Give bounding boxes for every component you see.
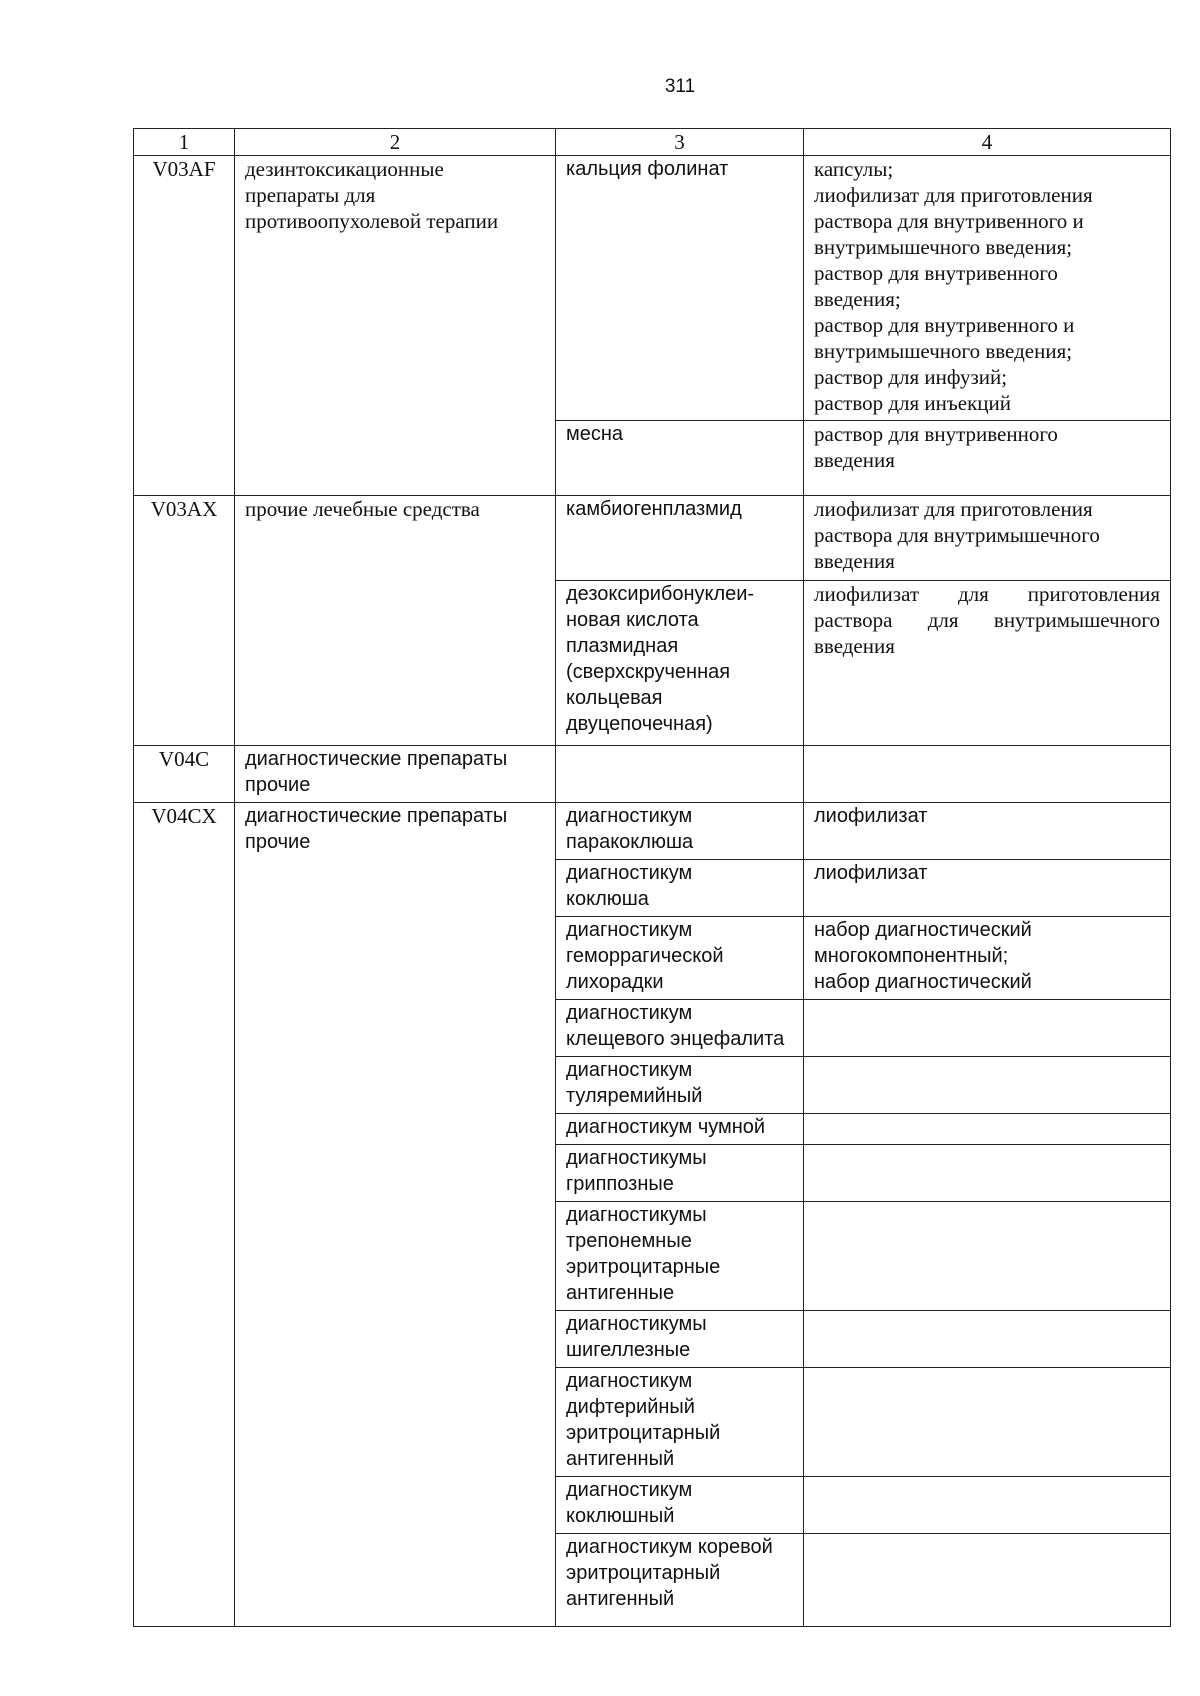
drug-name-cell: диагностикум туляремийный	[556, 1057, 804, 1114]
group-name-cell: диагностические препараты прочие	[235, 746, 556, 803]
dosage-form-cell: раствор для внутривенного введения	[804, 421, 1171, 496]
table-row	[134, 746, 1171, 803]
header-cell-1: 1	[134, 129, 235, 156]
dosage-form-cell	[804, 1000, 1171, 1057]
dosage-form-cell	[804, 1534, 1171, 1627]
dosage-form-cell: лиофилизат для приготовления раствора для внутримышечного введения	[804, 496, 1171, 581]
dosage-form-cell	[804, 1145, 1171, 1202]
drug-name-cell: диагностикум коклюша	[556, 860, 804, 917]
header-cell-3: 3	[556, 129, 804, 156]
dosage-form-cell: капсулы; лиофилизат для приготовления раствора для внутривенного и внутримышечного введения; раствор для внутривенного введения; раствор для внутривенного и внутримышечного введения; раствор для инфузий; раствор для инъекций	[804, 156, 1171, 421]
drug-name-cell	[556, 746, 804, 803]
group-name-cell: диагностические препараты прочие	[235, 803, 556, 1627]
drug-name-cell: диагностикум коревой эритроцитарный антигенный	[556, 1534, 804, 1627]
page-number: 311	[664, 76, 696, 97]
drug-name-cell: диагностикум геморрагической лихорадки	[556, 917, 804, 1000]
dosage-form-cell	[804, 1202, 1171, 1311]
drug-name-cell: диагностикумы шигеллезные	[556, 1311, 804, 1368]
atc-code-cell: V03AX	[134, 496, 235, 746]
drug-table	[133, 128, 1171, 1627]
dosage-form-cell	[804, 1057, 1171, 1114]
header-cell-2: 2	[235, 129, 556, 156]
drug-name-cell: диагностикумы трепонемные эритроцитарные антигенные	[556, 1202, 804, 1311]
dosage-form-cell	[804, 1368, 1171, 1477]
group-name-cell: прочие лечебные средства	[235, 496, 556, 746]
atc-code-cell: V04CX	[134, 803, 235, 1627]
dosage-form-cell: лиофилизат	[804, 803, 1171, 860]
dosage-form-cell	[804, 1311, 1171, 1368]
dosage-form-cell: набор диагностический многокомпонентный; набор диагностический	[804, 917, 1171, 1000]
drug-name-cell: месна	[556, 421, 804, 496]
dosage-form-cell	[804, 746, 1171, 803]
header-row	[134, 129, 1171, 156]
drug-name-cell: диагностикум коклюшный	[556, 1477, 804, 1534]
table-row	[134, 803, 1171, 860]
group-name-cell: дезинтоксикационные препараты для противоопухолевой терапии	[235, 156, 556, 496]
dosage-form-cell: лиофилизат для приготовления раствора для внутримышечного введения	[804, 581, 1171, 746]
drug-name-cell: диагностикум паракоклюша	[556, 803, 804, 860]
table-row	[134, 156, 1171, 421]
drug-name-cell: дезоксирибонуклеи- новая кислота плазмидная (сверхскрученная кольцевая двуцепочечная)	[556, 581, 804, 746]
drug-name-cell: диагностикумы гриппозные	[556, 1145, 804, 1202]
header-cell-4: 4	[804, 129, 1171, 156]
drug-name-cell: кальция фолинат	[556, 156, 804, 421]
dosage-form-cell	[804, 1477, 1171, 1534]
drug-name-cell: диагностикум чумной	[556, 1114, 804, 1145]
atc-code-cell: V03AF	[134, 156, 235, 496]
dosage-form-cell	[804, 1114, 1171, 1145]
table-row	[134, 496, 1171, 581]
drug-name-cell: камбиогенплазмид	[556, 496, 804, 581]
drug-name-cell: диагностикум клещевого энцефалита	[556, 1000, 804, 1057]
atc-code-cell: V04C	[134, 746, 235, 803]
table-body	[134, 129, 1171, 1627]
dosage-form-cell: лиофилизат	[804, 860, 1171, 917]
drug-name-cell: диагностикум дифтерийный эритроцитарный антигенный	[556, 1368, 804, 1477]
